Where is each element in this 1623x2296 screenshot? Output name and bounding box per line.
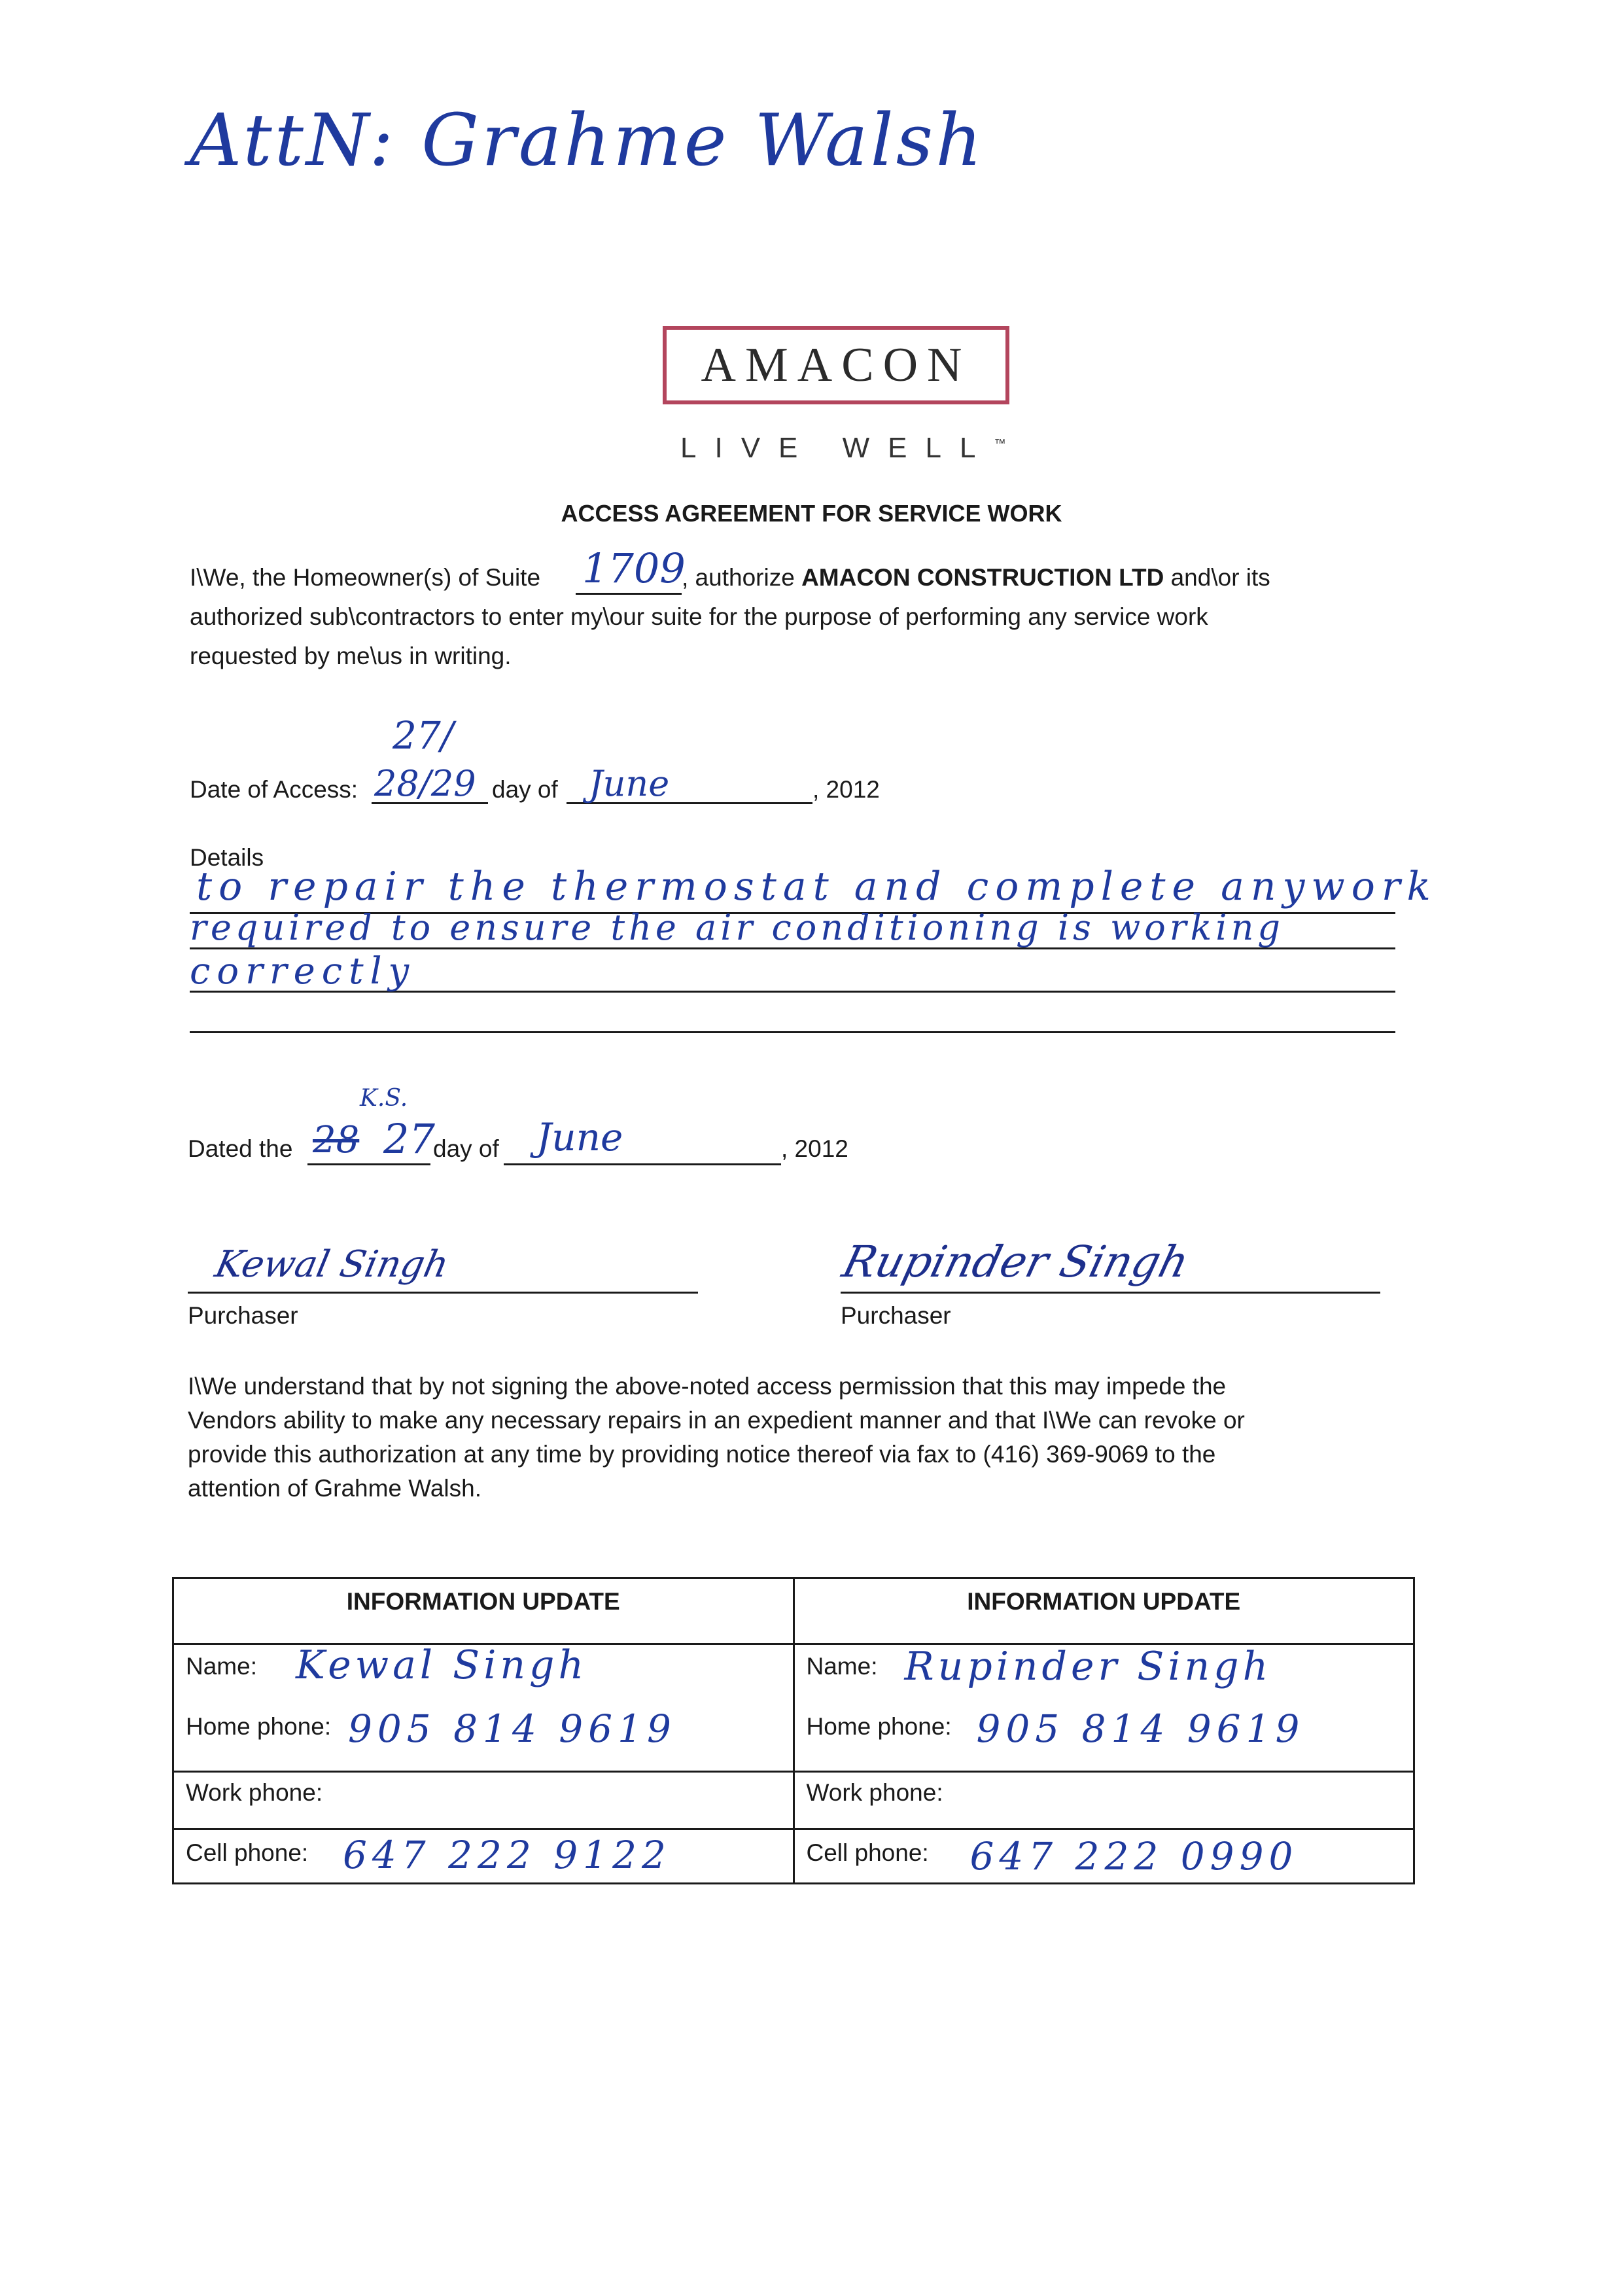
amacon-logo xyxy=(663,326,1009,404)
work-phone-cell-left xyxy=(173,1772,794,1829)
purchaser-label-2: Purchaser xyxy=(841,1302,951,1329)
name-label: Name: xyxy=(186,1653,257,1680)
attn-handwritten-note: AttN: Grahme Walsh xyxy=(190,98,985,182)
logo-tagline xyxy=(680,432,1005,465)
intro-line-3: requested by me\us in writing. xyxy=(190,643,512,669)
dated-label: Dated the xyxy=(188,1135,293,1162)
dated-day-value: 27 xyxy=(383,1115,435,1163)
table-header-left xyxy=(173,1578,794,1644)
intro-line-1 xyxy=(190,564,540,592)
cell-phone-label: Cell phone: xyxy=(806,1839,929,1866)
home-phone-label: Home phone: xyxy=(186,1713,332,1740)
name-and-home-cell-right xyxy=(794,1644,1414,1772)
cell-phone-value-right: 647 222 0990 xyxy=(969,1834,1299,1879)
header-text: INFORMATION UPDATE xyxy=(967,1588,1241,1615)
details-text-3: correctly xyxy=(190,950,416,993)
details-label: Details xyxy=(190,844,264,871)
logo-wordmark: AMACON xyxy=(701,338,971,392)
dated-initials: K.S. xyxy=(360,1085,408,1112)
form-title: ACCESS AGREEMENT FOR SERVICE WORK xyxy=(561,500,1062,527)
table-header-right xyxy=(794,1578,1414,1644)
access-day-of-label: day of xyxy=(492,776,558,803)
name-and-home-cell-left xyxy=(173,1644,794,1772)
name-value-right: Rupinder Singh xyxy=(904,1644,1272,1689)
cell-phone-value-left: 647 222 9122 xyxy=(343,1833,671,1877)
company-name: AMACON CONSTRUCTION LTD xyxy=(801,564,1164,591)
suite-value: 1709 xyxy=(582,544,686,592)
home-phone-value-left: 905 814 9619 xyxy=(348,1706,676,1751)
access-day-correction: 27/ xyxy=(393,713,454,758)
notice-line-1: I\We understand that by not signing the above-noted access permission that this may impede the xyxy=(188,1373,1227,1400)
cell-phone-label: Cell phone: xyxy=(186,1839,309,1866)
details-line-4 xyxy=(190,991,1395,1033)
intro-line-2: authorized sub\contractors to enter my\our suite for the purpose of performing any service work xyxy=(190,603,1208,630)
access-month-value: June xyxy=(589,763,670,804)
dated-struck-day: 28 xyxy=(313,1119,360,1161)
tagline-text: LIVE WELL xyxy=(680,432,994,464)
work-phone-label: Work phone: xyxy=(186,1779,323,1806)
intro-suffix: and\or its xyxy=(1170,564,1270,591)
intro-prefix: I\We, the Homeowner(s) of Suite xyxy=(190,564,541,591)
home-phone-label: Home phone: xyxy=(806,1713,952,1740)
name-value-left: Kewal Singh xyxy=(296,1642,588,1688)
header-text: INFORMATION UPDATE xyxy=(346,1588,620,1615)
cell-phone-cell-right xyxy=(794,1829,1414,1884)
dated-year: , 2012 xyxy=(781,1135,848,1162)
dated-month-value: June xyxy=(536,1115,623,1159)
access-year: , 2012 xyxy=(812,776,880,803)
notice-line-4: attention of Grahme Walsh. xyxy=(188,1475,482,1502)
intro-mid: , authorize xyxy=(682,564,795,591)
name-label: Name: xyxy=(806,1653,878,1680)
notice-line-2: Vendors ability to make any necessary repairs in an expedient manner and that I\We can revoke or xyxy=(188,1407,1245,1434)
details-text-1: to repair the thermostat and complete anywork xyxy=(196,864,1437,910)
notice-line-3: provide this authorization at any time by providing notice thereof via fax to (416) 369-9069 to the xyxy=(188,1441,1216,1468)
trademark-mark: ™ xyxy=(994,436,1006,450)
home-phone-value-right: 905 814 9619 xyxy=(976,1706,1305,1751)
details-text-2: required to ensure the air conditioning is working xyxy=(190,907,1284,948)
date-of-access-label: Date of Access: xyxy=(190,776,358,803)
purchaser-label-1: Purchaser xyxy=(188,1302,298,1329)
purchaser-signature-1: Kewal Singh xyxy=(211,1243,453,1286)
cell-phone-cell-left xyxy=(173,1829,794,1884)
information-update-table xyxy=(172,1577,1415,1884)
work-phone-label: Work phone: xyxy=(806,1779,943,1806)
purchaser-signature-2: Rupinder Singh xyxy=(837,1237,1195,1287)
access-day-value: 28/29 xyxy=(374,763,476,804)
dated-day-of-label: day of xyxy=(433,1135,499,1162)
intro-line-1-rest xyxy=(682,564,1270,592)
work-phone-cell-right xyxy=(794,1772,1414,1829)
